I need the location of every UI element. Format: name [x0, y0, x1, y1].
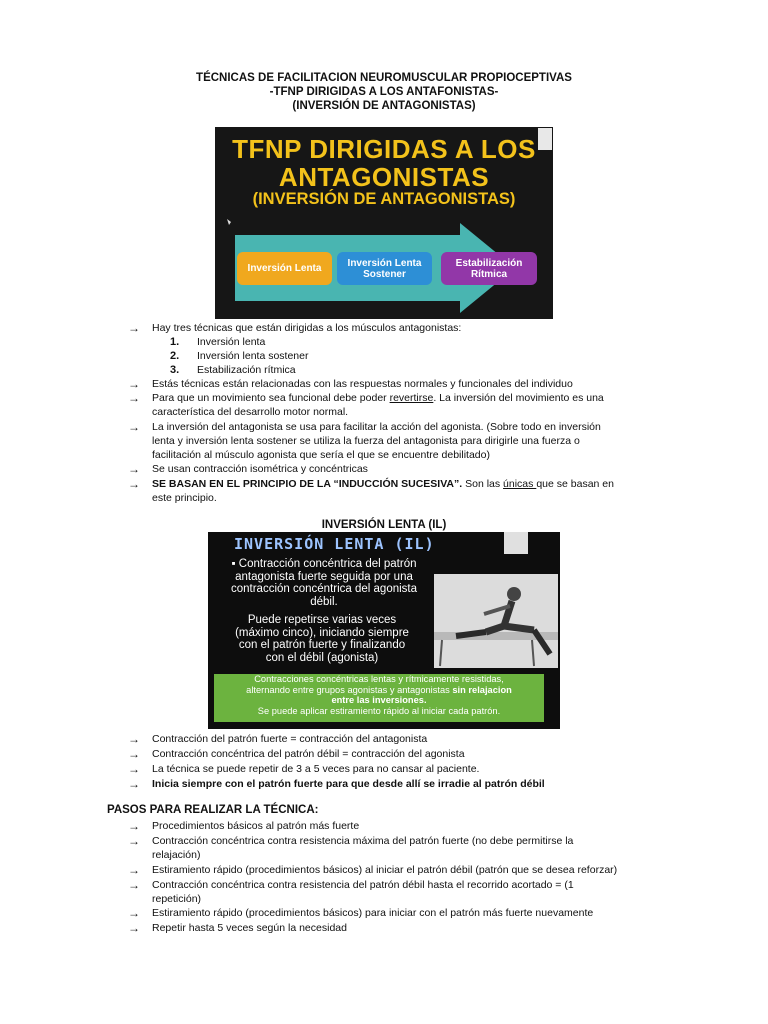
slide2-green-note — [214, 674, 544, 722]
slide2-bullet-line: ▪ Contracción concéntrica del patrón — [231, 558, 417, 570]
arrow-icon: → — [128, 477, 140, 491]
bullet-continuation: este principio. — [152, 492, 217, 504]
arrow-icon: → — [128, 878, 140, 892]
bold-span: sin relajacion — [452, 684, 512, 695]
arrow-icon: → — [128, 834, 140, 848]
bullet-text: Contracción del patrón fuerte = contracción del antagonista — [152, 733, 428, 745]
arrow-icon: → — [128, 420, 140, 434]
text-span: . La inversión del movimiento es una — [433, 392, 604, 404]
slide1-title-line2: ANTAGONISTAS — [278, 162, 490, 192]
underlined-word: revertirse — [389, 392, 434, 404]
arrow-icon: → — [128, 921, 140, 935]
step-text: Repetir hasta 5 veces según la necesidad — [152, 922, 347, 934]
slide2-repeat-line: con el débil (agonista) — [265, 651, 379, 664]
step-text: Contracción concéntrica contra resistencia del patrón débil hasta el recorrido acortado = (1 — [152, 879, 574, 891]
text-span: Son las — [462, 478, 504, 490]
bullet-text: Contracción concéntrica del patrón débil = contracción del agonista — [152, 748, 465, 760]
intro-text: Hay tres técnicas que están dirigidas a los músculos antagonistas: — [152, 322, 462, 334]
slide2-repeat-line: (máximo cinco), iniciando siempre — [235, 626, 409, 639]
slide-tfnp-antagonistas — [215, 127, 553, 319]
bullet-continuation: facilitación al músculo agonista que sería el que se encuentre debilitado) — [152, 449, 490, 461]
slide1-title-line1: TFNP DIRIGIDAS A LOS — [232, 134, 536, 164]
document-title: TÉCNICAS DE FACILITACION NEUROMUSCULAR PROPIOCEPTIVAS — [196, 72, 572, 84]
step-text: Estiramiento rápido (procedimientos básicos) para iniciar con el patrón más fuerte nuevamente — [152, 907, 594, 919]
arrow-icon: → — [128, 391, 140, 405]
section-heading-pasos: PASOS PARA REALIZAR LA TÉCNICA: — [107, 804, 319, 816]
arrow-icon: → — [128, 321, 140, 335]
slide2-repeat-text — [214, 614, 430, 664]
bullet-text: La técnica se puede repetir de 3 a 5 veces para no cansar al paciente. — [152, 763, 480, 775]
box2-label-2: Sostener — [363, 268, 406, 280]
list-item: Inversión lenta sostener — [197, 350, 309, 362]
arrow-icon: → — [128, 819, 140, 833]
step-continuation: repetición) — [152, 893, 202, 905]
box-inversion-lenta — [237, 252, 332, 285]
box2-label-1: Inversión Lenta — [347, 257, 422, 269]
slide2-bullet-line: débil. — [310, 595, 338, 608]
box3-label-2: Rítmica — [470, 268, 508, 280]
bullet-text — [152, 391, 660, 405]
slide2-repeat-line: con el patrón fuerte y finalizando — [238, 639, 406, 651]
bold-principle: SE BASAN EN EL PRINCIPIO DE LA “INDUCCIÓN SUCESIVA”. — [152, 478, 463, 490]
bullet-text: La inversión del antagonista se usa para facilitar la acción del agonista. (Sobre todo en inversión — [152, 421, 601, 433]
document-subtitle: -TFNP DIRIGIDAS A LOS ANTAFONISTAS- — [269, 86, 499, 98]
bullet-text: Estás técnicas están relacionadas con las respuestas normales y funcionales del individuo — [152, 378, 573, 390]
green-note-line: entre las inversiones. — [331, 695, 427, 705]
arrow-icon: → — [128, 462, 140, 476]
box-estabilizacion-ritmica — [441, 252, 537, 285]
bullet-continuation: lenta y inversión lenta sostener se utiliza la fuerza del antagonista para dirigirle una fuerza o — [152, 435, 580, 447]
list-item: Estabilización rítmica — [197, 364, 296, 376]
list-item: Inversión lenta — [197, 336, 266, 348]
step-text: Estiramiento rápido (procedimientos básicos) al iniciar el patrón débil (patrón que se desea reforzar) — [152, 864, 618, 876]
step-continuation: relajación) — [152, 849, 201, 861]
box-inversion-lenta-sostener — [337, 252, 432, 285]
list-number: 3. — [170, 364, 180, 376]
text-span: alternando entre grupos agonistas y antagonistas — [246, 684, 453, 695]
arrow-icon: → — [128, 747, 140, 761]
bullet-text: Se usan contracción isométrica y concéntricas — [152, 463, 368, 475]
slide2-repeat-line: Puede repetirse varias veces — [247, 614, 397, 626]
list-number: 1. — [170, 336, 180, 348]
green-note-line — [214, 685, 544, 696]
arrow-icon: → — [128, 863, 140, 877]
list-number: 2. — [170, 350, 180, 362]
slide2-bullet-line: contracción concéntrica del agonista — [230, 583, 418, 595]
step-text: Contracción concéntrica contra resistencia máxima del patrón fuerte (no debe permitirse la — [152, 835, 574, 847]
document-subtitle-2: (INVERSIÓN DE ANTAGONISTAS) — [292, 100, 476, 112]
slide1-corner-tab — [538, 128, 552, 150]
process-arrow-icon — [215, 127, 553, 319]
green-note-line: Se puede aplicar estiramiento rápido al iniciar cada patrón. — [257, 705, 501, 716]
slide-inversion-lenta — [208, 532, 560, 729]
step-text: Procedimientos básicos al patrón más fuerte — [152, 820, 360, 832]
arrow-icon: → — [128, 732, 140, 746]
text-span: Para que un movimiento sea funcional debe poder — [152, 392, 390, 404]
arrow-icon: → — [128, 377, 140, 391]
underlined-word: únicas — [503, 478, 537, 490]
box1-label: Inversión Lenta — [247, 263, 322, 274]
arrow-icon: → — [128, 777, 140, 791]
slide2-bullet — [208, 558, 440, 608]
arrow-icon: → — [128, 906, 140, 920]
text-span: que se basan en — [536, 478, 614, 490]
green-note-line: Contracciones concéntricas lentas y rítmicamente resistidas, — [254, 674, 504, 684]
slide2-corner-tab — [504, 532, 528, 554]
arrow-icon: → — [128, 762, 140, 776]
box3-label-1: Estabilización — [455, 257, 523, 269]
stretching-person-photo — [434, 574, 558, 668]
slide2-title: INVERSIÓN LENTA (IL) — [234, 535, 435, 553]
slide1-subtitle: (INVERSIÓN DE ANTAGONISTAS) — [252, 190, 516, 208]
bullet-text-bold: Inicia siempre con el patrón fuerte para que desde allí se irradie al patrón débil — [152, 778, 545, 790]
section-heading-inversion-lenta: INVERSIÓN LENTA (IL) — [321, 519, 447, 531]
slide2-bullet-line: antagonista fuerte seguida por una — [235, 570, 413, 583]
bullet-text — [152, 477, 660, 491]
bullet-continuation: característica del desarrollo motor normal. — [152, 406, 349, 418]
